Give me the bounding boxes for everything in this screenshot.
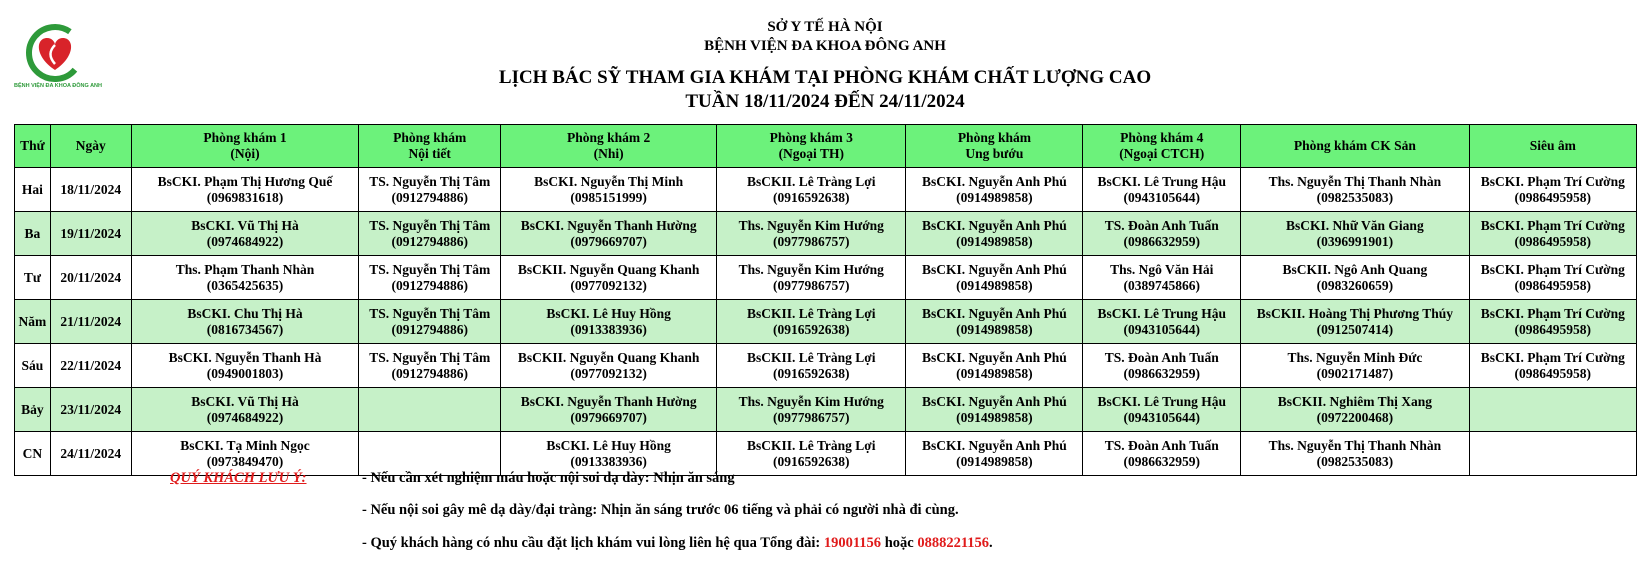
doctor-phone: (0986495958): [1514, 189, 1592, 205]
table-row: [15, 300, 1637, 344]
doctor-name: BsCKI. Phạm Trí Cường: [1480, 305, 1625, 321]
hotline-phone-2[interactable]: 0888221156: [917, 535, 990, 551]
doctor-phone: (0986495958): [1514, 277, 1592, 293]
doctor-name: BsCKI. Phạm Trí Cường: [1480, 349, 1625, 365]
doctor-name: BsCKI. Lê Trung Hậu: [1097, 305, 1227, 321]
doctor-name: BsCKI. Nguyễn Anh Phú: [921, 349, 1067, 365]
doctor-phone: (0396991901): [1316, 233, 1394, 249]
doctor-name: TS. Nguyễn Thị Tâm: [369, 217, 491, 233]
doctor-phone: (0977986757): [773, 409, 850, 425]
schedule-week: TUẦN 18/11/2024 ĐẾN 24/11/2024: [685, 91, 965, 112]
doctor-phone: (0914989858): [956, 189, 1033, 205]
doctor-name: BsCKII. Ngô Anh Quang: [1282, 261, 1428, 277]
doctor-name: BsCKI. Nguyễn Thanh Hà: [168, 349, 322, 365]
doctor-phone: (0913383936): [570, 453, 647, 469]
doctor-name: Ths. Nguyễn Minh Đức: [1287, 349, 1423, 365]
doctor-name: BsCKI. Nguyễn Anh Phú: [921, 217, 1067, 233]
doctor-name: TS. Nguyễn Thị Tâm: [369, 349, 491, 365]
doctor-cell: [131, 300, 358, 344]
doctor-cell: [717, 168, 906, 212]
doctor-cell: [1469, 300, 1636, 344]
doctor-phone: (0943105644): [1123, 321, 1200, 337]
date-cell: 22/11/2024: [50, 344, 131, 388]
column-header: [359, 125, 501, 168]
doctor-cell: [1469, 212, 1636, 256]
doctor-name: Ths. Nguyễn Kim Hướng: [738, 261, 884, 277]
doctor-phone: (0916592638): [773, 365, 850, 381]
doctor-name: TS. Nguyễn Thị Tâm: [369, 305, 491, 321]
doctor-name: Ths. Nguyễn Thị Thanh Nhàn: [1268, 437, 1442, 453]
doctor-name: BsCKI. Phạm Thị Hương Quế: [157, 173, 333, 189]
doctor-cell: [131, 256, 358, 300]
table-header-row: [15, 125, 1637, 168]
doctor-phone: (0977986757): [773, 277, 850, 293]
doctor-cell: [359, 168, 501, 212]
doctor-phone: (0914989858): [956, 233, 1033, 249]
notice-line-anesthesia: - Nếu nội soi gây mê dạ dày/đại tràng: Nhịn ăn sáng trước 06 tiếng và phải có người nhà đi cùng.: [362, 502, 959, 518]
doctor-name: BsCKI. Nguyễn Thanh Hường: [520, 217, 697, 233]
doctor-cell: [1469, 256, 1636, 300]
doctor-cell: [1241, 432, 1469, 476]
hotline-end: .: [989, 535, 993, 551]
doctor-phone: (0979669707): [570, 409, 647, 425]
doctor-name: BsCKI. Lê Trung Hậu: [1097, 173, 1227, 189]
doctor-cell: [906, 256, 1083, 300]
doctor-cell: [131, 168, 358, 212]
notice-line-fasting: - Nếu cần xét nghiệm máu hoặc nội soi dạ dày: Nhịn ăn sáng: [362, 470, 735, 486]
doctor-cell: [1469, 344, 1636, 388]
doctor-phone: (0977986757): [773, 233, 850, 249]
table-row: [15, 432, 1637, 476]
doctor-cell: [717, 432, 906, 476]
doctor-phone: (0949001803): [206, 365, 284, 381]
doctor-name: TS. Nguyễn Thị Tâm: [369, 261, 491, 277]
doctor-phone: (0972200468): [1316, 409, 1394, 425]
doctor-cell: [501, 256, 717, 300]
table-row: [15, 168, 1637, 212]
doctor-name: TS. Đoàn Anh Tuấn: [1104, 349, 1219, 365]
column-header: [50, 125, 131, 168]
doctor-cell: [359, 300, 501, 344]
column-header-line1: Phòng khám 1: [203, 130, 287, 145]
column-header: [501, 125, 717, 168]
doctor-phone: (0365425635): [206, 277, 284, 293]
doctor-name: Ths. Nguyễn Kim Hướng: [738, 217, 884, 233]
column-header: [1469, 125, 1636, 168]
doctor-cell: [359, 212, 501, 256]
column-header-line1: Phòng khám 2: [567, 130, 651, 145]
doctor-name: BsCKI. Nguyễn Anh Phú: [921, 261, 1067, 277]
doctor-cell: [1241, 168, 1469, 212]
doctor-phone: (0912794886): [391, 189, 468, 205]
doctor-cell: [1083, 388, 1241, 432]
doctor-name: TS. Đoàn Anh Tuấn: [1104, 437, 1219, 453]
hotline-phone-1[interactable]: 19001156: [823, 535, 882, 551]
doctor-name: BsCKI. Nguyễn Thị Minh: [534, 173, 684, 189]
doctor-cell: [131, 344, 358, 388]
doctor-phone: (0916592638): [773, 453, 850, 469]
doctor-phone: (0916592638): [773, 321, 850, 337]
doctor-phone: (0389745866): [1123, 277, 1200, 293]
schedule-table: [14, 124, 1637, 476]
date-cell: 21/11/2024: [50, 300, 131, 344]
table-row: [15, 388, 1637, 432]
table-row: [15, 256, 1637, 300]
doctor-cell: [359, 388, 501, 432]
doctor-cell: [1241, 344, 1469, 388]
doctor-phone: (0969831618): [206, 189, 284, 205]
column-header-line1: Phòng khám 3: [769, 130, 853, 145]
doctor-phone: (0986632959): [1123, 233, 1200, 249]
doctor-phone: (0986632959): [1123, 365, 1200, 381]
hotline-text: - Quý khách hàng có nhu cầu đặt lịch khám vui lòng liên hệ qua Tổng đài:: [362, 535, 824, 551]
doctor-name: BsCKI. Nhữ Văn Giang: [1286, 217, 1424, 233]
doctor-phone: (0986632959): [1123, 453, 1200, 469]
column-header: [717, 125, 906, 168]
doctor-phone: (0943105644): [1123, 189, 1200, 205]
doctor-cell: [1241, 212, 1469, 256]
doctor-name: BsCKI. Chu Thị Hà: [187, 305, 303, 321]
doctor-name: BsCKI. Vũ Thị Hà: [191, 393, 299, 409]
department-name: SỞ Y TẾ HÀ NỘI: [767, 19, 883, 35]
day-cell: Năm: [15, 300, 51, 344]
doctor-name: BsCKI. Lê Trung Hậu: [1097, 393, 1227, 409]
doctor-cell: [501, 212, 717, 256]
doctor-cell: [131, 432, 358, 476]
doctor-cell: [717, 388, 906, 432]
doctor-name: BsCKII. Lê Tràng Lợi: [747, 305, 876, 321]
doctor-name: BsCKII. Nguyễn Quang Khanh: [517, 349, 700, 365]
doctor-cell: [906, 388, 1083, 432]
day-cell: CN: [15, 432, 51, 476]
doctor-cell: [717, 300, 906, 344]
date-cell: 24/11/2024: [50, 432, 131, 476]
doctor-phone: (0977092132): [570, 277, 647, 293]
doctor-phone: (0986495958): [1514, 365, 1592, 381]
schedule-title: LỊCH BÁC SỸ THAM GIA KHÁM TẠI PHÒNG KHÁM CHẤT LƯỢNG CAO: [498, 67, 1152, 88]
doctor-name: TS. Đoàn Anh Tuấn: [1104, 217, 1219, 233]
doctor-name: BsCKI. Nguyễn Anh Phú: [921, 437, 1067, 453]
doctor-cell: [359, 344, 501, 388]
doctor-phone: (0982535083): [1316, 189, 1394, 205]
day-cell: Hai: [15, 168, 51, 212]
doctor-phone: (0912794886): [391, 321, 468, 337]
doctor-phone: (0974684922): [206, 233, 284, 249]
date-cell: 18/11/2024: [50, 168, 131, 212]
date-cell: 19/11/2024: [50, 212, 131, 256]
column-header-line1: Phòng khám: [393, 130, 467, 145]
doctor-cell: [906, 344, 1083, 388]
doctor-phone: (0916592638): [773, 189, 850, 205]
doctor-cell: [906, 300, 1083, 344]
doctor-name: BsCKI. Nguyễn Anh Phú: [921, 305, 1067, 321]
doctor-cell: [1241, 300, 1469, 344]
doctor-name: BsCKI. Lê Huy Hồng: [546, 437, 671, 453]
column-header-line2: (Nhi): [593, 146, 624, 161]
doctor-phone: (0914989858): [956, 321, 1033, 337]
table-row: [15, 344, 1637, 388]
column-header: [131, 125, 358, 168]
doctor-name: Ths. Nguyễn Kim Hướng: [738, 393, 884, 409]
doctor-name: BsCKI. Phạm Trí Cường: [1480, 217, 1625, 233]
day-cell: Tư: [15, 256, 51, 300]
doctor-cell: [717, 256, 906, 300]
date-cell: 23/11/2024: [50, 388, 131, 432]
doctor-name: Ths. Nguyễn Thị Thanh Nhàn: [1268, 173, 1442, 189]
doctor-name: BsCKI. Tạ Minh Ngọc: [180, 437, 310, 453]
column-header: [15, 125, 51, 168]
doctor-name: BsCKII. Hoàng Thị Phương Thúy: [1256, 305, 1454, 321]
doctor-phone: (0979669707): [570, 233, 647, 249]
column-header-line1: Thứ: [20, 138, 45, 153]
doctor-phone: (0913383936): [570, 321, 647, 337]
column-header-line2: Ung bướu: [965, 146, 1024, 161]
doctor-phone: (0912794886): [391, 233, 468, 249]
doctor-name: BsCKI. Nguyễn Anh Phú: [921, 393, 1067, 409]
doctor-phone: (0974684922): [206, 409, 284, 425]
doctor-cell: [1083, 256, 1241, 300]
hotline-or: hoặc: [881, 535, 918, 551]
day-cell: Sáu: [15, 344, 51, 388]
doctor-cell: [501, 388, 717, 432]
doctor-phone: (0816734567): [206, 321, 284, 337]
notice-label: QUÝ KHÁCH LƯU Ý:: [170, 470, 307, 486]
doctor-phone: (0982535083): [1316, 453, 1394, 469]
doctor-cell: [501, 344, 717, 388]
column-header: [1241, 125, 1469, 168]
doctor-phone: (0912507414): [1316, 321, 1394, 337]
doctor-phone: (0986495958): [1514, 321, 1592, 337]
column-header-line1: Phòng khám CK Sản: [1293, 138, 1416, 153]
doctor-cell: [906, 212, 1083, 256]
doctor-cell: [131, 388, 358, 432]
doctor-phone: (0912794886): [391, 365, 468, 381]
doctor-phone: (0977092132): [570, 365, 647, 381]
doctor-phone: (0943105644): [1123, 409, 1200, 425]
doctor-cell: [1469, 168, 1636, 212]
doctor-name: BsCKII. Lê Tràng Lợi: [747, 173, 876, 189]
column-header-line2: Nội tiết: [408, 146, 451, 161]
doctor-name: BsCKII. Lê Tràng Lợi: [747, 349, 876, 365]
date-cell: 20/11/2024: [50, 256, 131, 300]
column-header-line1: Siêu âm: [1529, 138, 1576, 153]
hospital-name: BỆNH VIỆN ĐA KHOA ĐÔNG ANH: [704, 38, 946, 54]
doctor-name: BsCKII. Nghiêm Thị Xang: [1277, 393, 1433, 409]
doctor-cell: [1083, 300, 1241, 344]
column-header-line2: (Nội): [230, 146, 260, 161]
doctor-name: BsCKI. Phạm Trí Cường: [1480, 261, 1625, 277]
doctor-cell: [1083, 344, 1241, 388]
doctor-cell: [1469, 432, 1636, 476]
doctor-phone: (0914989858): [956, 365, 1033, 381]
doctor-phone: (0985151999): [570, 189, 647, 205]
doctor-cell: [1083, 212, 1241, 256]
day-cell: Ba: [15, 212, 51, 256]
doctor-name: Ths. Ngô Văn Hải: [1110, 261, 1214, 277]
doctor-phone: (0902171487): [1316, 365, 1394, 381]
doctor-phone: (0912794886): [391, 277, 468, 293]
doctor-name: Ths. Phạm Thanh Nhàn: [175, 261, 315, 277]
doctor-phone: (0986495958): [1514, 233, 1592, 249]
doctor-phone: (0983260659): [1316, 277, 1394, 293]
notice-section: [0, 470, 1648, 588]
logo-caption: BỆNH VIỆN ĐA KHOA ĐÔNG ANH: [14, 83, 103, 89]
doctor-name: BsCKI. Nguyễn Thanh Hường: [520, 393, 697, 409]
doctor-cell: [359, 256, 501, 300]
doctor-name: BsCKI. Phạm Trí Cường: [1480, 173, 1625, 189]
doctor-phone: (0973849470): [206, 453, 284, 469]
column-header-line2: (Ngoại CTCH): [1119, 146, 1205, 161]
doctor-phone: (0914989858): [956, 453, 1033, 469]
doctor-cell: [906, 432, 1083, 476]
doctor-cell: [1469, 388, 1636, 432]
column-header: [906, 125, 1083, 168]
doctor-cell: [359, 432, 501, 476]
doctor-name: BsCKII. Lê Tràng Lợi: [747, 437, 876, 453]
doctor-cell: [501, 300, 717, 344]
column-header-line1: Phòng khám 4: [1120, 130, 1204, 145]
doctor-cell: [1241, 388, 1469, 432]
doctor-cell: [131, 212, 358, 256]
notice-line-hotline: [362, 535, 993, 552]
doctor-phone: (0914989858): [956, 409, 1033, 425]
doctor-cell: [501, 168, 717, 212]
doctor-cell: [501, 432, 717, 476]
doctor-name: BsCKI. Nguyễn Anh Phú: [921, 173, 1067, 189]
doctor-name: BsCKI. Lê Huy Hồng: [546, 305, 671, 321]
column-header: [1083, 125, 1241, 168]
column-header-line1: Ngày: [75, 138, 106, 153]
doctor-cell: [906, 168, 1083, 212]
column-header-line2: (Ngoại TH): [778, 146, 844, 161]
doctor-cell: [1083, 432, 1241, 476]
day-cell: Bảy: [15, 388, 51, 432]
doctor-name: BsCKI. Vũ Thị Hà: [191, 217, 299, 233]
table-row: [15, 212, 1637, 256]
doctor-name: BsCKII. Nguyễn Quang Khanh: [517, 261, 700, 277]
doctor-cell: [717, 212, 906, 256]
doctor-cell: [1083, 168, 1241, 212]
doctor-cell: [1241, 256, 1469, 300]
doctor-phone: (0914989858): [956, 277, 1033, 293]
column-header-line1: Phòng khám: [957, 130, 1031, 145]
doctor-cell: [717, 344, 906, 388]
doctor-name: TS. Nguyễn Thị Tâm: [369, 173, 491, 189]
